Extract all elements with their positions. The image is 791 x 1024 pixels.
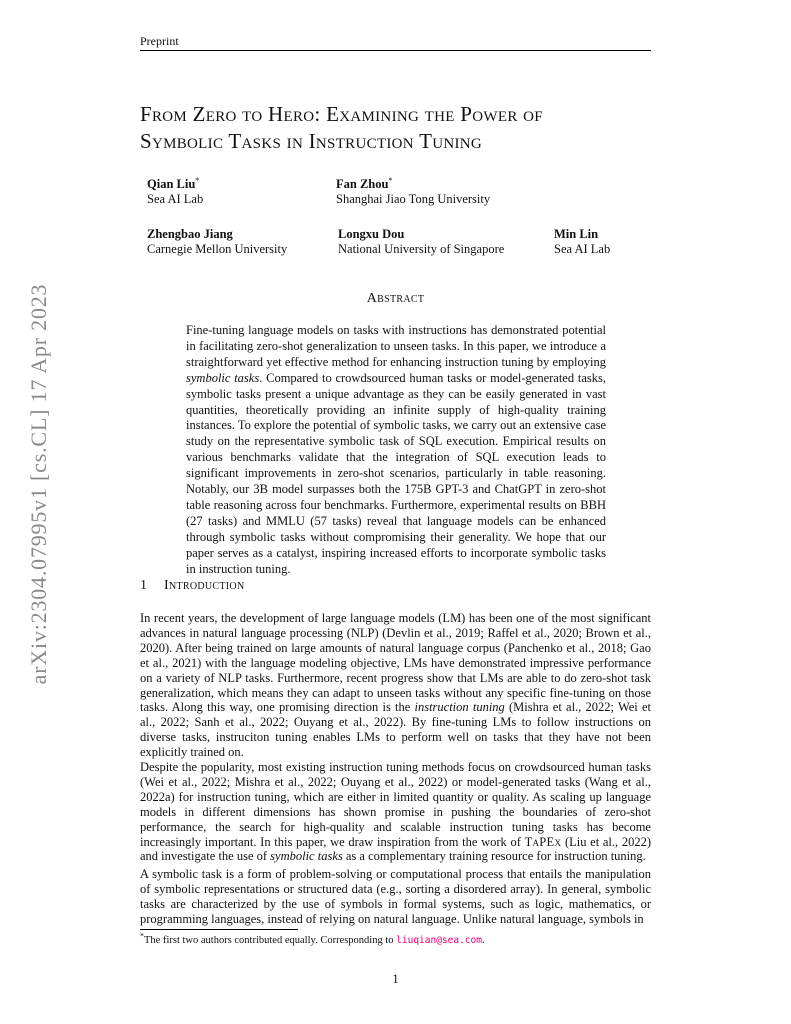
intro-paragraph-2 bbox=[140, 760, 651, 864]
abstract-emphasis: symbolic tasks bbox=[186, 370, 260, 385]
paragraph-emphasis: instruction tuning bbox=[414, 700, 505, 715]
author-affiliation: Carnegie Mellon University bbox=[147, 242, 288, 256]
footnote-text: The first two authors contributed equally. Corresponding to bbox=[144, 935, 397, 946]
arxiv-stamp[interactable]: arXiv:2304.07995v1 [cs.CL] 17 Apr 2023 bbox=[26, 283, 51, 685]
header-rule bbox=[140, 50, 651, 51]
author-name: Longxu Dou bbox=[338, 227, 405, 241]
intro-paragraph-1 bbox=[140, 611, 651, 760]
intro-paragraph-3: A symbolic task is a form of problem-solving or computational process that entails the manipulation of symbolic representations or structured data (e.g., sorting a disordered array). In general, symbolic tasks are characterized by the use of symbols in formal systems, such as logic, mathematics, or programming languages, instead of relying on natural language. Unlike natural language, symbols in bbox=[140, 867, 651, 926]
footnote-mark: * bbox=[140, 931, 144, 941]
paragraph-text: (Liu et al., 2022) and investigate the use of bbox=[140, 834, 651, 864]
paragraph-text: In recent years, the development of large language models (LM) has been one of the most significant advances in natural language processing (NLP) (Devlin et al., 2019; Raffel et al., 2020; Brown et al., 2020). After being trained on large amounts of natural language corpus (Panchenko et al., 2018; Gao et al., 2021) with the language modeling objective, LMs have demonstrated impressive performance on a variety of NLP tasks. Furthermore, recent progress show that LMs are able to do zero-shot task generalization, which means they can adapt to unseen tasks without any specific fine-tuning on those tasks. Along this way, one promising direction is the bbox=[140, 611, 651, 715]
author-name: Min Lin bbox=[554, 227, 599, 241]
email-link[interactable]: liuqian@sea.com bbox=[396, 935, 482, 946]
equal-contribution-mark: * bbox=[388, 175, 393, 185]
author-affiliation: National University of Singapore bbox=[338, 242, 505, 256]
paragraph-emphasis: symbolic tasks bbox=[270, 849, 343, 864]
paragraph-text: (Mishra et al., 2022; Wei et al., 2022; Sanh et al., 2022; Ouyang et al., 2022). By fine-tuning LMs to follow instructions on diverse tasks, instruciton tuning enables LMs to perform well on tasks that they have not been explicitly trained on. bbox=[140, 700, 651, 760]
author-block-1 bbox=[147, 177, 203, 207]
tapex-name: TaPEx bbox=[524, 834, 562, 849]
page-number: 1 bbox=[392, 972, 399, 986]
section-title: Introduction bbox=[164, 578, 245, 593]
author-block-2 bbox=[336, 177, 490, 207]
author-affiliation: Sea AI Lab bbox=[147, 192, 204, 206]
author-affiliation: Sea AI Lab bbox=[554, 242, 611, 256]
abstract-heading: Abstract bbox=[366, 291, 425, 306]
footnote-rule bbox=[140, 929, 298, 930]
paper-title-line-2: Symbolic Tasks in Instruction Tuning bbox=[140, 129, 483, 153]
paper-title-line-1: From Zero to Hero: Examining the Power of bbox=[140, 102, 543, 126]
author-block-5 bbox=[554, 227, 610, 257]
author-affiliation: Shanghai Jiao Tong University bbox=[336, 192, 491, 206]
author-name: Zhengbao Jiang bbox=[147, 227, 233, 241]
equal-contribution-mark: * bbox=[195, 175, 200, 185]
footnote-end: . bbox=[481, 935, 485, 946]
footnote bbox=[140, 931, 651, 947]
running-head: Preprint bbox=[140, 34, 179, 48]
section-number: 1 bbox=[140, 578, 147, 593]
abstract-text-part: . Compared to crowdsourced human tasks or model-generated tasks, symbolic tasks present a unique advantage as they can be easily generated in vast quantities, theoretically providing an infinite supply of high-quality training instances. To explore the potential of symbolic tasks, we carry out an extensive case study on the representative symbolic task of SQL execution. Empirical results on various benchmarks validate that the integration of SQL execution leads to significant improvements in zero-shot scenarios, particularly in table reasoning. Notably, our 3B model surpasses both the 175B GPT-3 and ChatGPT in zero-shot table reasoning across four benchmarks. Furthermore, experimental results on BBH (27 tasks) and MMLU (57 tasks) reveal that language models can be enhanced through symbolic tasks without compromising their generality. We hope that our paper serves as a catalyst, inspiring increased efforts to incorporate symbolic tasks in instruction tuning. bbox=[186, 370, 606, 576]
author-name: Qian Liu bbox=[147, 177, 196, 191]
paragraph-text: as a complementary training resource for instruction tuning. bbox=[342, 849, 646, 864]
author-name: Fan Zhou bbox=[336, 177, 389, 191]
author-block-3 bbox=[147, 227, 287, 257]
section-heading-introduction bbox=[140, 578, 244, 594]
abstract-text bbox=[186, 323, 606, 578]
abstract-text-part: Fine-tuning language models on tasks with instructions has demonstrated potential in facilitating zero-shot generalization to unseen tasks. In this paper, we introduce a straightforward yet effective method for enhancing instruction tuning by employing bbox=[186, 323, 606, 369]
paragraph-text: Despite the popularity, most existing instruction tuning methods focus on crowdsourced human tasks (Wei et al., 2022; Mishra et al., 2022; Ouyang et al., 2022) or model-generated tasks (Wang et al., 2022a) for instruction tuning, which are either in limited quantity or quality. As scaling up language models in different dimensions has shown promise in pushing the boundaries of zero-shot performance, the search for high-quality and scalable instruction tuning tasks has become increasingly important. In this paper, we draw inspiration from the work of bbox=[140, 760, 651, 849]
author-block-4 bbox=[338, 227, 504, 257]
